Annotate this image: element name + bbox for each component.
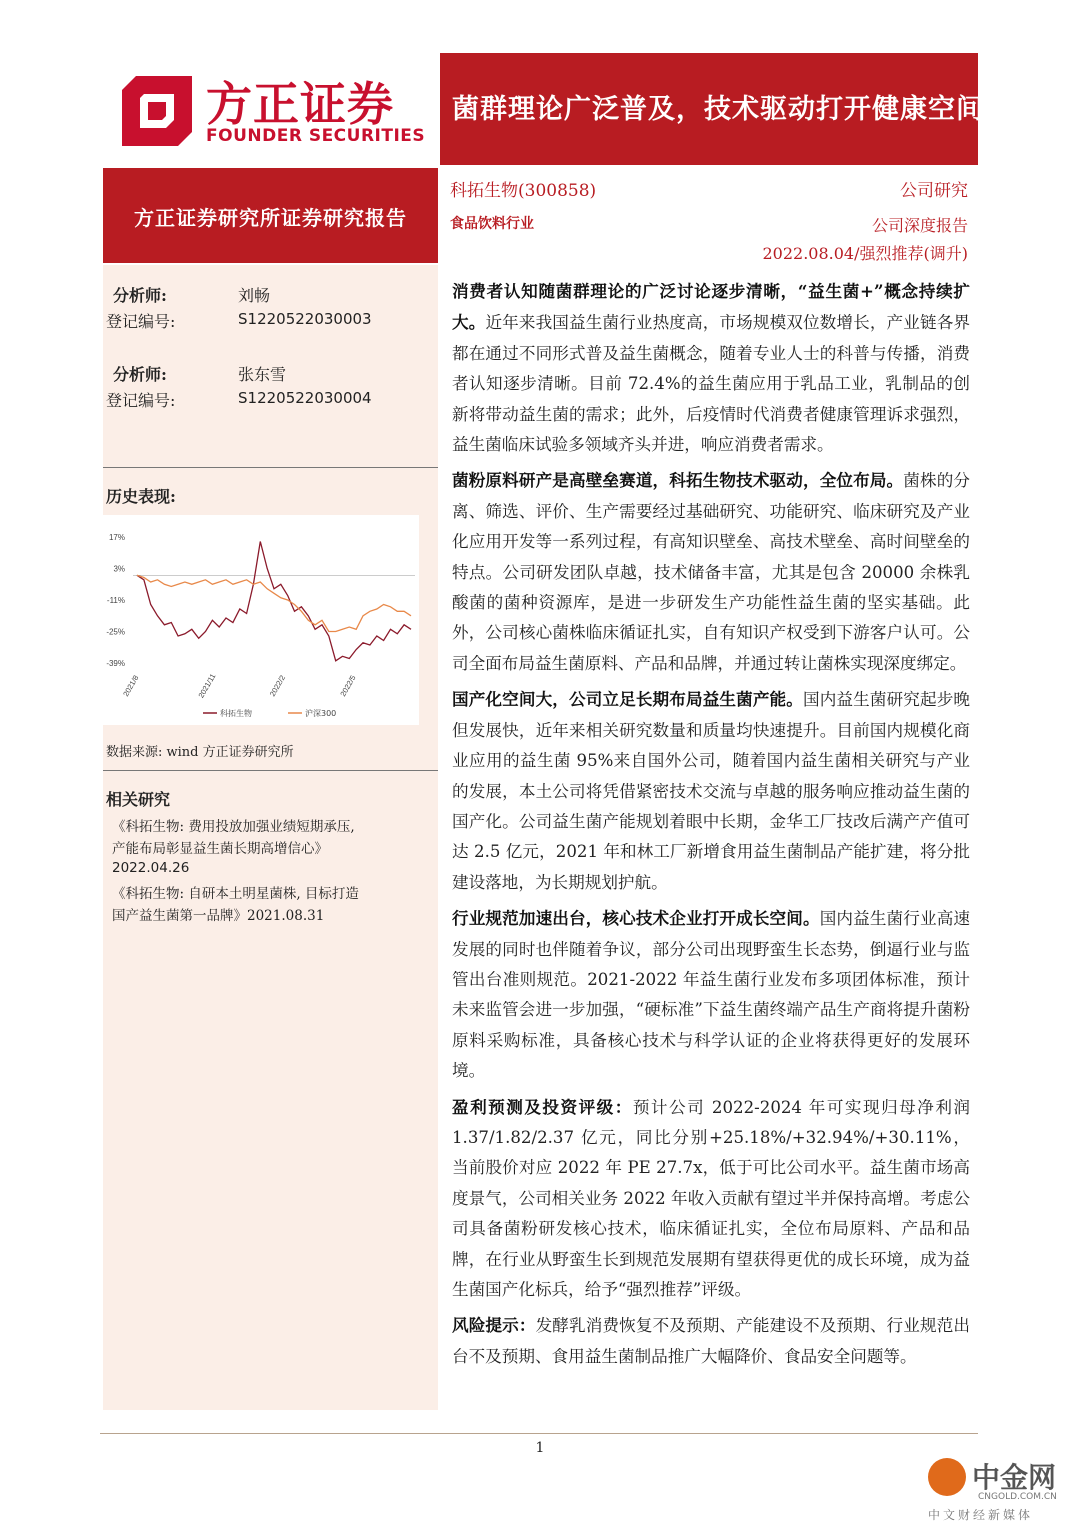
y-tick-label: 17% — [108, 533, 125, 542]
analyst-name: 刘畅 — [238, 286, 271, 305]
watermark-tag: 中文财经新媒体 — [928, 1508, 1034, 1522]
related-item-line: 产能布局彰显益生菌长期高增信心》 — [112, 841, 328, 857]
y-tick-label: -11% — [106, 596, 125, 605]
history-title: 历史表现: — [106, 487, 176, 506]
related-item-line: 国产益生菌第一品牌》2021.08.31 — [112, 908, 325, 924]
logo-chinese-text: 方正证券 — [206, 77, 394, 131]
analyst-label: 分析师: — [113, 365, 167, 384]
industry-label: 食品饮料行业 — [450, 216, 534, 232]
paragraph-localization — [452, 684, 970, 898]
y-tick-label: -39% — [106, 659, 125, 668]
paragraph-regulation — [452, 903, 970, 1086]
related-item-line: 《科拓生物: 自研本土明星菌株, 目标打造 — [112, 886, 359, 902]
paragraph-heading: 菌粉原料研产是高壁垒赛道，科拓生物技术驱动，全位布局。 — [452, 470, 904, 491]
x-tick-label: 2022/5 — [338, 673, 358, 698]
section-divider — [103, 467, 438, 468]
chart-svg — [103, 515, 419, 725]
y-tick-label: -25% — [106, 627, 125, 637]
legend-label: 科拓生物 — [220, 709, 252, 718]
watermark-logo-icon — [928, 1458, 966, 1496]
analyst-label: 分析师: — [113, 286, 167, 305]
paragraph-text: 菌株的分离、筛选、评价、生产需要经过基础研究、功能研究、临床研究及产业化应用开发等一系列过程，有高知识壁垒、高技术壁垒、高时间壁垒的特点。公司研发团队卓越，技术储备丰富，尤其是包含 20000 余株乳酸菌的菌种资源库，是进一步研发生产功能性益生菌的坚实基础。此外，公司核心菌株临床循证扎实，自有知识产权受到下游客户认可。公司全面布局益生菌原料、产品和品牌，并通过转让菌株实现深度绑定。 — [452, 471, 971, 673]
paragraph-text: 发酵乳消费恢复不及预期、产能建设不及预期、行业规范出台不及预期、食用益生菌制品推广大幅降价、食品安全问题等。 — [452, 1316, 971, 1366]
paragraph-heading: 国产化空间大，公司立足长期布局益生菌产能。 — [452, 689, 803, 710]
company-name: 科拓生物(300858) — [450, 181, 597, 201]
related-research-title: 相关研究 — [106, 790, 171, 809]
y-tick-label: 3% — [113, 564, 125, 574]
date-and-rating: 2022.08.04/强烈推荐(调升) — [762, 244, 968, 263]
price-history-chart — [103, 515, 419, 725]
registration-label: 登记编号: — [106, 312, 176, 331]
x-tick-label: 2021/8 — [121, 673, 141, 698]
report-series-label: 方正证券研究所证券研究报告 — [134, 206, 407, 230]
paragraph-forecast — [452, 1092, 970, 1306]
paragraph-text: 预计公司 2022-2024 年可实现归母净利润 1.37/1.82/2.37 亿元，同比分别+25.18%/+32.94%/+30.11%，当前股价对应 2022 年 PE 27.7x，低于可比公司水平。益生菌市场高度景气，公司相关业务 2022 年收入贡献有望过半并保持高增。考虑公司具备菌粉研发核心技术，临床循证扎实，全位布局原料、产品和品牌，在行业从野蛮生长到规范发展期有望获得更优的成长环境，成为益生菌国产化标兵，给予“强烈推荐”评级。 — [452, 1097, 970, 1299]
data-source: 数据来源: wind 方正证券研究所 — [106, 745, 294, 760]
paragraph-text: 近年来我国益生菌行业热度高，市场规模双位数增长，产业链各界都在通过不同形式普及益生菌概念，随着专业人士的科普与传播，消费者认知逐步清晰。目前 72.4%的益生菌应用于乳品工业，乳制品的创新将带动益生菌的需求；此外，后疫情时代消费者健康管理诉求强烈，益生菌临床试验多领域齐头并进，响应消费者需求。 — [452, 313, 971, 455]
report-title: 菌群理论广泛普及，技术驱动打开健康空间 — [452, 94, 984, 125]
paragraph-heading: 行业规范加速出台，核心技术企业打开成长空间。 — [452, 908, 820, 929]
analyst-name: 张东雪 — [238, 365, 287, 384]
registration-number: S1220522030004 — [238, 389, 372, 407]
paragraph-text: 国内益生菌行业高速发展的同时也伴随着争议，部分公司出现野蛮生长态势，倒逼行业与监管出台准则规范。2021-2022 年益生菌行业发布多项团体标准，预计未来监管会进一步加强，“硬标准”下益生菌终端产品生产商将提升菌粉原料采购标准，具备核心技术与科学认证的企业将获得更好的发展环境。 — [452, 909, 971, 1081]
x-tick-label: 2022/2 — [267, 673, 288, 698]
paragraph-heading: 消费者认知随菌群理论的广泛讨论逐步清晰，“益生菌+”概念持续扩大。 — [452, 281, 970, 333]
series-line — [137, 575, 411, 631]
paragraph-heading: 盈利预测及投资评级： — [452, 1096, 633, 1117]
related-item-date: 2022.04.26 — [112, 860, 190, 876]
report-body — [452, 276, 970, 1377]
logo-english-text: FOUNDER SECURITIES — [206, 126, 426, 146]
watermark — [928, 1450, 1068, 1525]
founder-logo-mark-icon — [118, 72, 196, 150]
report-type: 公司深度报告 — [871, 216, 968, 235]
section-divider — [103, 770, 438, 771]
paragraph-technology — [452, 465, 970, 679]
title-banner — [440, 53, 984, 165]
legend-label: 沪深300 — [305, 709, 337, 718]
registration-number: S1220522030003 — [238, 310, 372, 328]
paragraph-text: 国内益生菌研究起步晚但发展快，近年来相关研究数量和质量均快速提升。目前国内规模化商业应用的益生菌 95%来自国外公司，随着国内益生菌相关研究与产业的发展，本土公司将凭借紧密技术交流与卓越的服务响应推动益生菌的国产化。公司益生菌产能规划着眼中长期，金华工厂技改后满产产值可达 2.5 亿元，2021 年和林工厂新增食用益生菌制品产能扩建，将分批建设落地，为长期规划护航。 — [452, 690, 970, 892]
page-number: 1 — [535, 1440, 545, 1456]
footer-divider — [100, 1433, 978, 1434]
research-type: 公司研究 — [900, 181, 968, 201]
paragraph-risk — [452, 1310, 970, 1372]
paragraph-consumer-awareness — [452, 276, 970, 460]
company-logo — [118, 72, 426, 152]
watermark-cn: 中金网 — [972, 1461, 1057, 1494]
x-tick-label: 2021/11 — [196, 671, 218, 700]
watermark-en: CNGOLD.COM.CN — [978, 1492, 1057, 1502]
registration-label: 登记编号: — [106, 391, 176, 410]
series-line — [137, 542, 411, 661]
paragraph-heading: 风险提示： — [452, 1315, 536, 1336]
report-series-banner — [103, 168, 438, 263]
related-item-line: 《科拓生物: 费用投放加强业绩短期承压, — [112, 819, 355, 835]
